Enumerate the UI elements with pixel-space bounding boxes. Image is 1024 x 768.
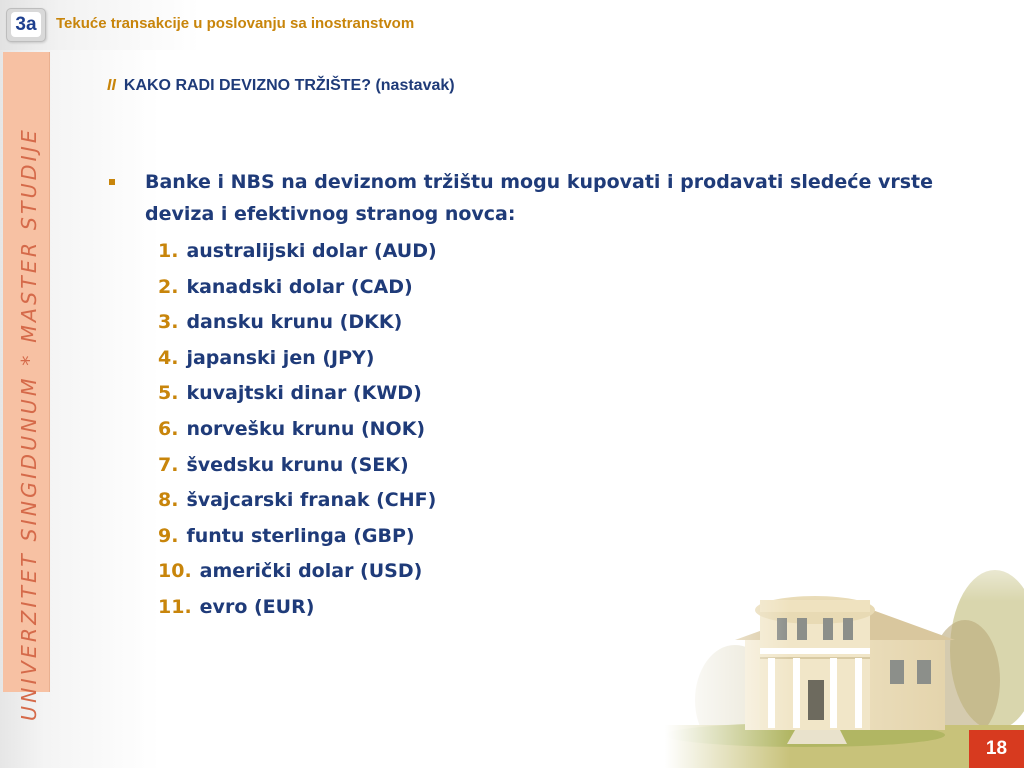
list-item xyxy=(158,341,437,377)
list-item-number: 9. xyxy=(158,524,179,547)
section-roman-numeral: II xyxy=(107,77,116,94)
list-item xyxy=(158,376,437,412)
list-item xyxy=(158,412,437,448)
section-heading xyxy=(107,77,455,95)
list-item-number: 8. xyxy=(158,489,179,512)
list-item xyxy=(158,448,437,484)
list-item-label: američki dolar (USD) xyxy=(199,560,423,583)
list-item-label: funtu sterlinga (GBP) xyxy=(186,524,415,547)
square-bullet-icon xyxy=(109,179,115,185)
list-item-number: 7. xyxy=(158,453,179,476)
sidebar-vertical-text: UNIVERZITET SINGIDUNUM * MASTER STUDIJE xyxy=(17,127,41,721)
page-number: 18 xyxy=(969,730,1024,768)
list-item xyxy=(158,590,437,626)
list-item-number: 2. xyxy=(158,275,179,298)
bullet-text: Banke i NBS na deviznom tržištu mogu kupovati i prodavati sledeće vrste deviza i efektivnog stranog novca: xyxy=(145,171,934,225)
list-item-number: 1. xyxy=(158,240,179,262)
list-item-number: 10. xyxy=(158,560,192,583)
list-item xyxy=(158,483,437,519)
list-item-number: 3. xyxy=(158,311,179,334)
section-title: KAKO RADI DEVIZNO TRŽIŠTE? (nastavak) xyxy=(123,77,455,94)
list-item-label: kanadski dolar (CAD) xyxy=(186,275,413,298)
header-title: Tekuće transakcije u poslovanju sa inostranstvom xyxy=(56,15,415,32)
list-item-number: 11. xyxy=(158,595,192,618)
list-item xyxy=(158,554,437,590)
list-item-number: 6. xyxy=(158,417,179,440)
list-item-label: japanski jen (JPY) xyxy=(186,346,375,369)
list-item-label: kuvajtski dinar (KWD) xyxy=(186,382,422,405)
list-item-label: dansku krunu (DKK) xyxy=(186,311,403,334)
list-item xyxy=(158,305,437,341)
bullet-block xyxy=(107,166,967,230)
list-item xyxy=(158,519,437,555)
sidebar-strip xyxy=(3,52,50,721)
list-item xyxy=(158,270,437,306)
currency-list xyxy=(158,234,437,626)
list-item-label: švajcarski franak (CHF) xyxy=(186,489,437,512)
list-item-label: australijski dolar (AUD) xyxy=(186,240,437,262)
list-item-number: 5. xyxy=(158,382,179,405)
list-item-number: 4. xyxy=(158,346,179,369)
list-item xyxy=(158,234,437,270)
list-item-label: evro (EUR) xyxy=(199,595,315,618)
list-item-label: norvešku krunu (NOK) xyxy=(186,417,426,440)
slide-badge-label: 3a xyxy=(11,12,41,37)
list-item-label: švedsku krunu (SEK) xyxy=(186,453,409,476)
slide-badge xyxy=(6,8,46,42)
